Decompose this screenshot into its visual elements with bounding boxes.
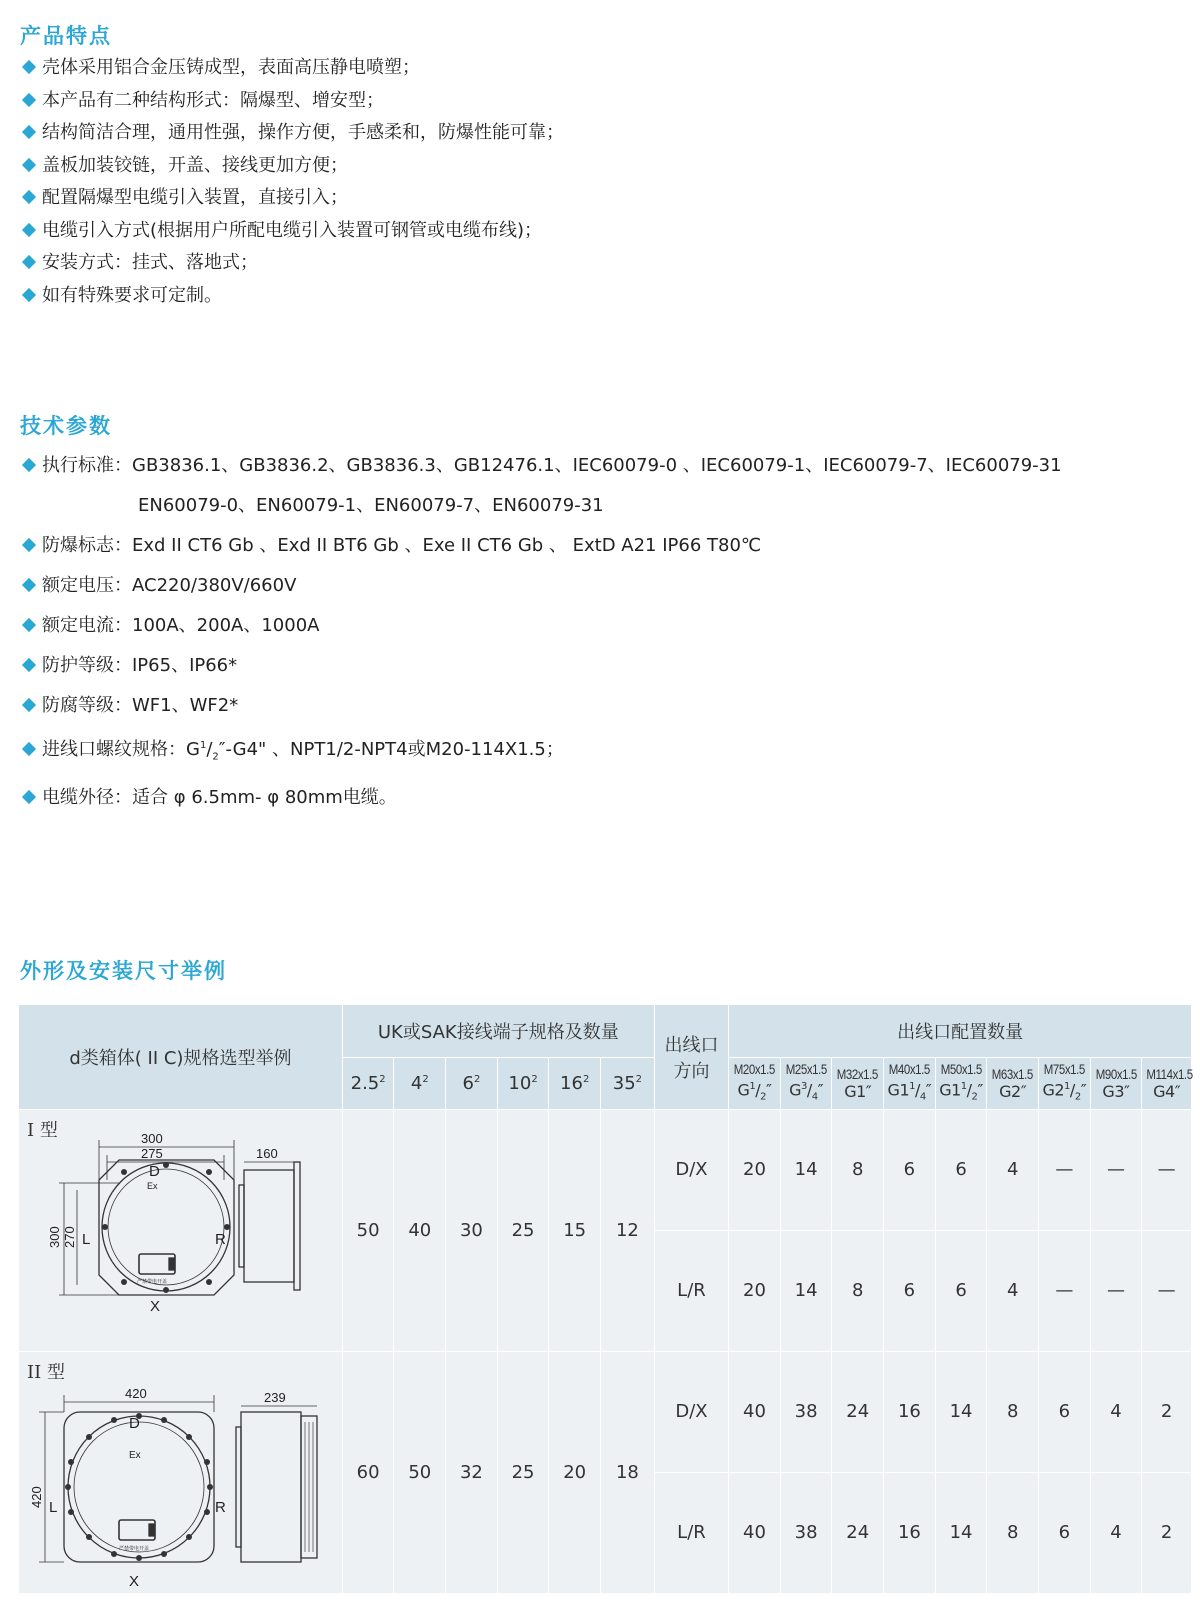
type2-top-label: D: [129, 1414, 140, 1432]
outlet-spec: M32x1.5 G1″: [832, 1057, 884, 1109]
features-list: [20, 52, 564, 312]
diamond-bullet-icon: [22, 698, 36, 712]
terminal-count: 50: [342, 1109, 394, 1351]
type1-drawing-cell: [19, 1109, 342, 1351]
terminal-count: 20: [549, 1351, 601, 1593]
terminal-count: 30: [446, 1109, 498, 1351]
tech-standards-cont: EN60079-0、EN60079-1、EN60079-7、EN60079-31: [138, 495, 604, 516]
diamond-bullet-icon: [22, 222, 36, 236]
tech-current: 额定电流：100A、200A、1000A: [20, 606, 1062, 646]
dims-title: 外形及安装尺寸举例: [20, 959, 227, 983]
type2-height: 420: [29, 1485, 44, 1508]
outlet-count: 24: [832, 1472, 884, 1593]
type2-depth: 239: [264, 1389, 286, 1405]
diamond-bullet-icon: [22, 742, 36, 756]
outlet-count: —: [1090, 1109, 1142, 1230]
outlet-count: 2: [1142, 1351, 1192, 1472]
outlet-spec: M63x1.5 G2″: [987, 1057, 1039, 1109]
terminal-count: 25: [497, 1351, 549, 1593]
feature-item: 壳体采用铝合金压铸成型，表面高压静电喷塑；: [20, 52, 564, 85]
feature-item: 如有特殊要求可定制。: [20, 280, 564, 313]
tech-ex-mark: 防爆标志：Exd II CT6 Gb 、Exd II BT6 Gb 、Exe II CT6 Gb 、 ExtD A21 IP66 T80℃: [20, 526, 1062, 566]
features-title: 产品特点: [20, 24, 112, 48]
diamond-bullet-icon: [22, 287, 36, 301]
diamond-bullet-icon: [22, 458, 36, 472]
col-header-terminals: UK或SAK接线端子规格及数量: [342, 1005, 654, 1057]
type1-ex-mark: Ex: [147, 1180, 158, 1191]
outlet-count: 20: [729, 1230, 781, 1351]
type1-width-inner: 275: [141, 1145, 163, 1161]
outlet-count: 40: [729, 1351, 781, 1472]
outlet-count: 8: [832, 1109, 884, 1230]
type2-ex-mark: Ex: [129, 1449, 141, 1461]
outlet-count: 4: [1090, 1351, 1142, 1472]
terminal-count: 32: [446, 1351, 498, 1593]
outlet-count: 2: [1142, 1472, 1192, 1593]
col-header-box: d类箱体( II C)规格选型举例: [19, 1005, 342, 1109]
outlet-count: 14: [780, 1109, 832, 1230]
outlet-spec: M50x1.5 $G1^1/_2''$: [935, 1057, 987, 1109]
direction-cell: D/X: [654, 1351, 728, 1472]
type2-label: II 型: [27, 1361, 65, 1383]
terminal-count: 40: [394, 1109, 446, 1351]
outlet-count: 14: [935, 1351, 987, 1472]
feature-item: 配置隔爆型电缆引入装置，直接引入；: [20, 182, 564, 215]
terminal-count: 60: [342, 1351, 394, 1593]
terminal-count: 15: [549, 1109, 601, 1351]
type2-left-label: L: [49, 1498, 58, 1516]
type2-dimension-drawing: [19, 1352, 332, 1594]
type2-width: 420: [125, 1385, 147, 1401]
outlet-count: 8: [987, 1472, 1039, 1593]
type2-bottom-label: X: [129, 1572, 140, 1590]
outlet-count: 6: [884, 1109, 936, 1230]
diamond-bullet-icon: [22, 538, 36, 552]
diamond-bullet-icon: [22, 92, 36, 106]
diamond-bullet-icon: [22, 578, 36, 592]
diamond-bullet-icon: [22, 255, 36, 269]
direction-cell: D/X: [654, 1109, 728, 1230]
tech-cable: 电缆外径：适合 φ 6.5mm- φ 80mm电缆。: [20, 778, 1062, 818]
feature-item: 电缆引入方式(根据用户所配电缆引入装置可钢管或电缆布线)；: [20, 215, 564, 248]
table-row: [19, 1351, 1192, 1472]
terminal-size: $16^2$: [549, 1057, 601, 1109]
spec-table: [19, 1005, 1192, 1594]
outlet-count: 6: [1039, 1351, 1091, 1472]
outlet-count: 20: [729, 1109, 781, 1230]
outlet-count: 4: [987, 1109, 1039, 1230]
feature-item: 本产品有二种结构形式：隔爆型、增安型；: [20, 85, 564, 118]
outlet-count: —: [1039, 1230, 1091, 1351]
type1-left-label: L: [82, 1230, 91, 1248]
outlet-count: 14: [780, 1230, 832, 1351]
col-header-direction: 出线口 方向: [654, 1005, 728, 1109]
outlet-count: 14: [935, 1472, 987, 1593]
type1-dimension-drawing: [19, 1110, 332, 1352]
type1-width-outer: 300: [141, 1130, 163, 1146]
type1-top-label: D: [149, 1162, 160, 1180]
outlet-count: 8: [832, 1230, 884, 1351]
type1-label: I 型: [27, 1119, 58, 1141]
terminal-size: $4^2$: [394, 1057, 446, 1109]
outlet-spec: M90x1.5 G3″: [1090, 1057, 1142, 1109]
terminal-size: $6^2$: [446, 1057, 498, 1109]
terminal-count: 25: [497, 1109, 549, 1351]
terminal-size: $2.5^2$: [342, 1057, 394, 1109]
type1-right-label: R: [215, 1230, 226, 1248]
type2-right-label: R: [215, 1498, 226, 1516]
type1-height-inner: 270: [62, 1225, 77, 1248]
terminal-count: 18: [601, 1351, 655, 1593]
tech-list: [20, 446, 1062, 818]
outlet-count: —: [1090, 1230, 1142, 1351]
terminal-count: 12: [601, 1109, 655, 1351]
feature-item: 结构简洁合理，通用性强，操作方便，手感柔和，防爆性能可靠；: [20, 117, 564, 150]
outlet-count: 6: [935, 1109, 987, 1230]
table-row: [19, 1109, 1192, 1230]
diamond-bullet-icon: [22, 60, 36, 74]
outlet-spec: M25x1.5 $G^3/_4''$: [780, 1057, 832, 1109]
outlet-count: 4: [1090, 1472, 1142, 1593]
tech-voltage: 额定电压：AC220/380V/660V: [20, 566, 1062, 606]
tech-protection: 防护等级：IP65、IP66*: [20, 646, 1062, 686]
terminal-count: 50: [394, 1351, 446, 1593]
outlet-count: 16: [884, 1472, 936, 1593]
type1-depth: 160: [256, 1145, 278, 1161]
outlet-spec: M20x1.5 $G^1/_2''$: [729, 1057, 781, 1109]
outlet-count: 6: [935, 1230, 987, 1351]
outlet-count: 4: [987, 1230, 1039, 1351]
outlet-count: 38: [780, 1472, 832, 1593]
feature-item: 安装方式：挂式、落地式；: [20, 247, 564, 280]
tech-anticorrosion: 防腐等级：WF1、WF2*: [20, 686, 1062, 726]
outlet-count: 16: [884, 1351, 936, 1472]
outlet-count: 6: [1039, 1472, 1091, 1593]
type2-drawing-cell: [19, 1351, 342, 1593]
outlet-count: 40: [729, 1472, 781, 1593]
diamond-bullet-icon: [22, 157, 36, 171]
diamond-bullet-icon: [22, 125, 36, 139]
diamond-bullet-icon: [22, 658, 36, 672]
feature-item: 盖板加装铰链，开盖、接线更加方便；: [20, 150, 564, 183]
type2-warning-plate: 严禁带电开盖: [119, 1545, 150, 1552]
type1-height-outer: 300: [47, 1225, 62, 1248]
outlet-count: 6: [884, 1230, 936, 1351]
diamond-bullet-icon: [22, 790, 36, 804]
tech-standards: 执行标准：GB3836.1、GB3836.2、GB3836.3、GB12476.1、IEC60079-0 、IEC60079-1、IEC60079-7、IEC60079-31: [20, 446, 1062, 486]
type1-bottom-label: X: [150, 1297, 161, 1315]
outlet-count: —: [1039, 1109, 1091, 1230]
outlet-count: —: [1142, 1109, 1192, 1230]
tech-thread: 进线口螺纹规格：$G^1/_2''-G4$" 、NPT1/2-NPT4或M20-114X1.5；: [20, 726, 1062, 778]
outlet-count: 24: [832, 1351, 884, 1472]
tech-title: 技术参数: [20, 414, 112, 438]
col-header-outlets: 出线口配置数量: [729, 1005, 1192, 1057]
diamond-bullet-icon: [22, 190, 36, 204]
outlet-count: 8: [987, 1351, 1039, 1472]
terminal-size: $10^2$: [497, 1057, 549, 1109]
direction-cell: L/R: [654, 1472, 728, 1593]
outlet-count: 38: [780, 1351, 832, 1472]
diamond-bullet-icon: [22, 618, 36, 632]
outlet-spec: M114x1.5 G4″: [1142, 1057, 1192, 1109]
type1-warning-plate: 严禁带电开盖: [137, 1278, 168, 1285]
outlet-count: —: [1142, 1230, 1192, 1351]
terminal-size: $35^2$: [601, 1057, 655, 1109]
direction-cell: L/R: [654, 1230, 728, 1351]
outlet-spec: M40x1.5 $G1^1/_4''$: [884, 1057, 936, 1109]
outlet-spec: M75x1.5 $G2^1/_2''$: [1039, 1057, 1091, 1109]
